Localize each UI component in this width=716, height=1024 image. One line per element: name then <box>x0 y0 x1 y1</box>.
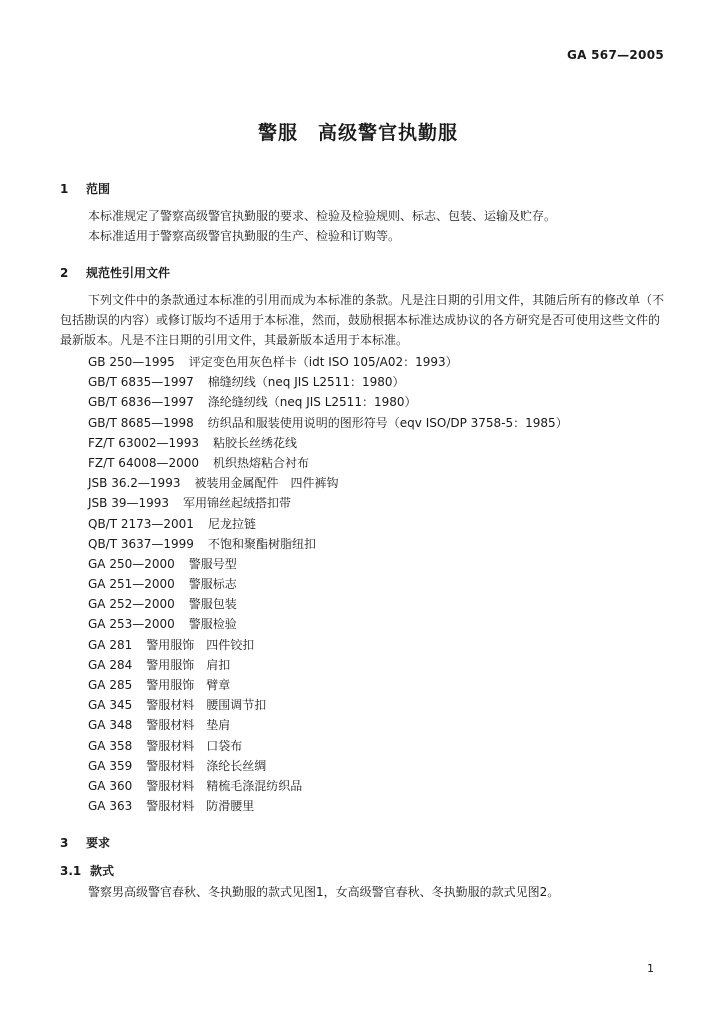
reference-item <box>88 574 568 594</box>
reference-item <box>88 392 568 412</box>
reference-title: 被装用金属配件 四件裤钩 <box>194 476 339 491</box>
reference-title: 警服包装 <box>188 597 237 612</box>
section-title: 范围 <box>86 182 111 196</box>
document-title: 警服 高级警官执勤服 <box>257 122 458 144</box>
reference-code: GA 345 <box>88 698 133 713</box>
reference-code: QB/T 2173—2001 <box>88 516 194 531</box>
reference-item <box>88 655 568 675</box>
reference-code: GA 348 <box>88 718 133 733</box>
reference-title: 警服检验 <box>188 617 237 632</box>
section-title: 要求 <box>86 836 111 850</box>
paragraph: 下列文件中的条款通过本标准的引用而成为本标准的条款。凡是注日期的引用文件，其随后所有的修改单（不包括勘误的内容）或修订版均不适用于本标准，然而，鼓励根据本标准达成协议的各方研究是否可使用这些文件的最新版本。凡是不注日期的引用文件，其最新版本适用于本标准。 <box>60 293 665 347</box>
reference-list <box>88 352 568 816</box>
standard-number: GA 567—2005 <box>566 48 664 62</box>
reference-title: 不饱和聚酯树脂纽扣 <box>207 536 316 551</box>
reference-code: GA 360 <box>88 778 133 793</box>
section-3-1-heading <box>60 862 114 879</box>
reference-title: 军用锦丝起绒搭扣带 <box>183 496 292 511</box>
reference-title: 警用服饰 臂章 <box>146 678 231 692</box>
section-1-heading <box>60 180 110 197</box>
reference-item <box>88 594 568 614</box>
reference-item <box>88 635 568 655</box>
section-number: 2 <box>60 266 69 280</box>
section-title: 规范性引用文件 <box>86 266 171 280</box>
reference-item <box>88 554 568 574</box>
reference-code: GA 252—2000 <box>88 597 175 612</box>
section-number: 3 <box>60 836 69 850</box>
reference-code: FZ/T 64008—2000 <box>88 455 200 470</box>
section-2-heading <box>60 264 170 281</box>
reference-title: 尼龙拉链 <box>207 516 256 531</box>
reference-title: 警服材料 涤纶长丝绸 <box>146 758 267 773</box>
reference-title: 警服号型 <box>188 556 237 571</box>
reference-item <box>88 433 568 453</box>
reference-item <box>88 675 568 695</box>
reference-item <box>88 756 568 776</box>
section-3-heading <box>60 834 110 851</box>
reference-code: GA 363 <box>88 799 133 814</box>
reference-code: GA 358 <box>88 738 133 753</box>
reference-item <box>88 715 568 735</box>
reference-title: 警用服饰 四件铰扣 <box>146 637 255 652</box>
reference-item <box>88 514 568 534</box>
reference-code: JSB 36.2—1993 <box>88 476 181 491</box>
reference-title: 警用服饰 肩扣 <box>146 657 231 672</box>
reference-code: GB/T 6836—1997 <box>88 395 194 410</box>
reference-code: GA 250—2000 <box>88 556 175 571</box>
reference-item <box>88 413 568 433</box>
section-1-body <box>60 206 668 246</box>
reference-code: FZ/T 63002—1993 <box>88 435 200 450</box>
reference-item <box>88 736 568 756</box>
reference-code: GA 359 <box>88 758 133 773</box>
reference-title: 警服材料 精梳毛涤混纺织品 <box>146 778 303 793</box>
reference-title: 评定变色用灰色样卡（idt ISO 105/A02：1993） <box>188 355 458 369</box>
reference-code: JSB 39—1993 <box>88 496 170 511</box>
reference-item <box>88 453 568 473</box>
section-number: 1 <box>60 182 69 196</box>
reference-item <box>88 534 568 554</box>
reference-item <box>88 493 568 513</box>
section-title: 款式 <box>90 864 115 878</box>
section-3-1-body <box>60 882 668 902</box>
reference-code: QB/T 3637—1999 <box>88 536 194 551</box>
page-number: 1 <box>647 962 654 975</box>
reference-code: GA 285 <box>88 678 133 692</box>
reference-code: GB/T 6835—1997 <box>88 375 194 390</box>
reference-title: 警服材料 腰围调节扣 <box>146 698 267 713</box>
reference-item <box>88 796 568 816</box>
reference-code: GA 284 <box>88 657 133 672</box>
reference-item <box>88 776 568 796</box>
section-2-intro <box>60 290 668 350</box>
paragraph: 本标准适用于警察高级警官执勤服的生产、检验和订购等。 <box>88 229 401 243</box>
reference-item <box>88 614 568 634</box>
reference-item <box>88 695 568 715</box>
reference-title: 警服材料 防滑腰里 <box>146 799 255 814</box>
reference-title: 机织热熔粘合衬布 <box>213 455 310 470</box>
reference-title: 粘胶长丝绣花线 <box>213 435 298 450</box>
reference-item <box>88 473 568 493</box>
section-number: 3.1 <box>60 864 82 878</box>
reference-code: GB/T 8685—1998 <box>88 415 194 430</box>
reference-code: GA 251—2000 <box>88 577 175 592</box>
reference-title: 纺织品和服装使用说明的图形符号（eqv ISO/DP 3758-5：1985） <box>207 415 568 430</box>
reference-title: 警服材料 垫肩 <box>146 718 231 733</box>
paragraph: 本标准规定了警察高级警官执勤服的要求、检验及检验规则、标志、包装、运输及贮存。 <box>88 209 557 223</box>
reference-title: 棉缝纫线（neq JIS L2511：1980） <box>207 375 405 390</box>
reference-item <box>88 372 568 392</box>
reference-title: 涤纶缝纫线（neq JIS L2511：1980） <box>207 395 417 410</box>
reference-item <box>88 352 568 372</box>
paragraph: 警察男高级警官春秋、冬执勤服的款式见图1，女高级警官春秋、冬执勤服的款式见图2。 <box>88 885 560 899</box>
reference-title: 警服标志 <box>188 577 237 592</box>
reference-code: GA 253—2000 <box>88 617 175 632</box>
reference-code: GA 281 <box>88 637 133 652</box>
reference-code: GB 250—1995 <box>88 355 175 369</box>
reference-title: 警服材料 口袋布 <box>146 738 243 753</box>
